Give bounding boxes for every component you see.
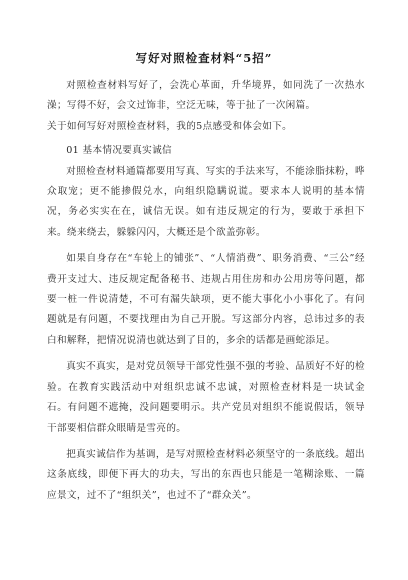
- paragraph-body: 对照检查材料通篇都要用写真、写实的手法来写，不能涂脂抹粉，哗众取宠；更不能掺假兑水，向组织隐瞒说谎。要求本人说明的基本情况，务必实实在在，诚信无误。如有违反规定的行为，要敢于承担下来。绕来绕去，躲躲闪闪，大概还是个欲盖弥彰。: [47, 165, 365, 238]
- document-title: 写好对照检查材料“5招”: [135, 51, 273, 65]
- paragraph-body: 把真实诚信作为基调，是写对照检查材料必须坚守的一条底线。超出这条底线，即便下再大的功夫，写出的东西也只能是一笔糊涂账、一篇应景文，过不了“组织关”，也过不了“群众关”。: [47, 448, 365, 501]
- document-body: [47, 76, 365, 506]
- paragraph-intro: 对照检查材料写好了，会洗心革面，升华境界，如同洗了一次热水澡；写得不好，会文过饰非，空泛无味，等于扯了一次闲篇。: [47, 80, 365, 112]
- paragraph-body: 如果自身存在“车轮上的铺张”、“人情消费”、职务消费、“三公”经费开支过大、违反规定配备秘书、违规占用住房和办公用房等问题，都要一桩一件说清楚，不可有漏失缺项，更不能大事化小小事化了。有问题就是有问题，不要找理由为自己开脱。写这部分内容，总讳过多的表白和解释，把情况说清也就达到了目的，多余的话都是画蛇添足。: [47, 253, 365, 346]
- paragraph-body: 真实不真实，是对党员领导干部党性强不强的考验、品质好不好的检验。在教育实践活动中对组织忠诚不忠诚，对照检查材料是一块试金石。有问题不遮掩，没问题要明示。共产党员对组织不能说假话，领导干部要相信群众眼睛是雪亮的。: [47, 361, 365, 434]
- section-heading: 01 基本情况要真实诚信: [66, 145, 172, 157]
- paragraph-lead: 关于如何写好对照检查材料，我的5点感受和体会如下。: [47, 120, 293, 132]
